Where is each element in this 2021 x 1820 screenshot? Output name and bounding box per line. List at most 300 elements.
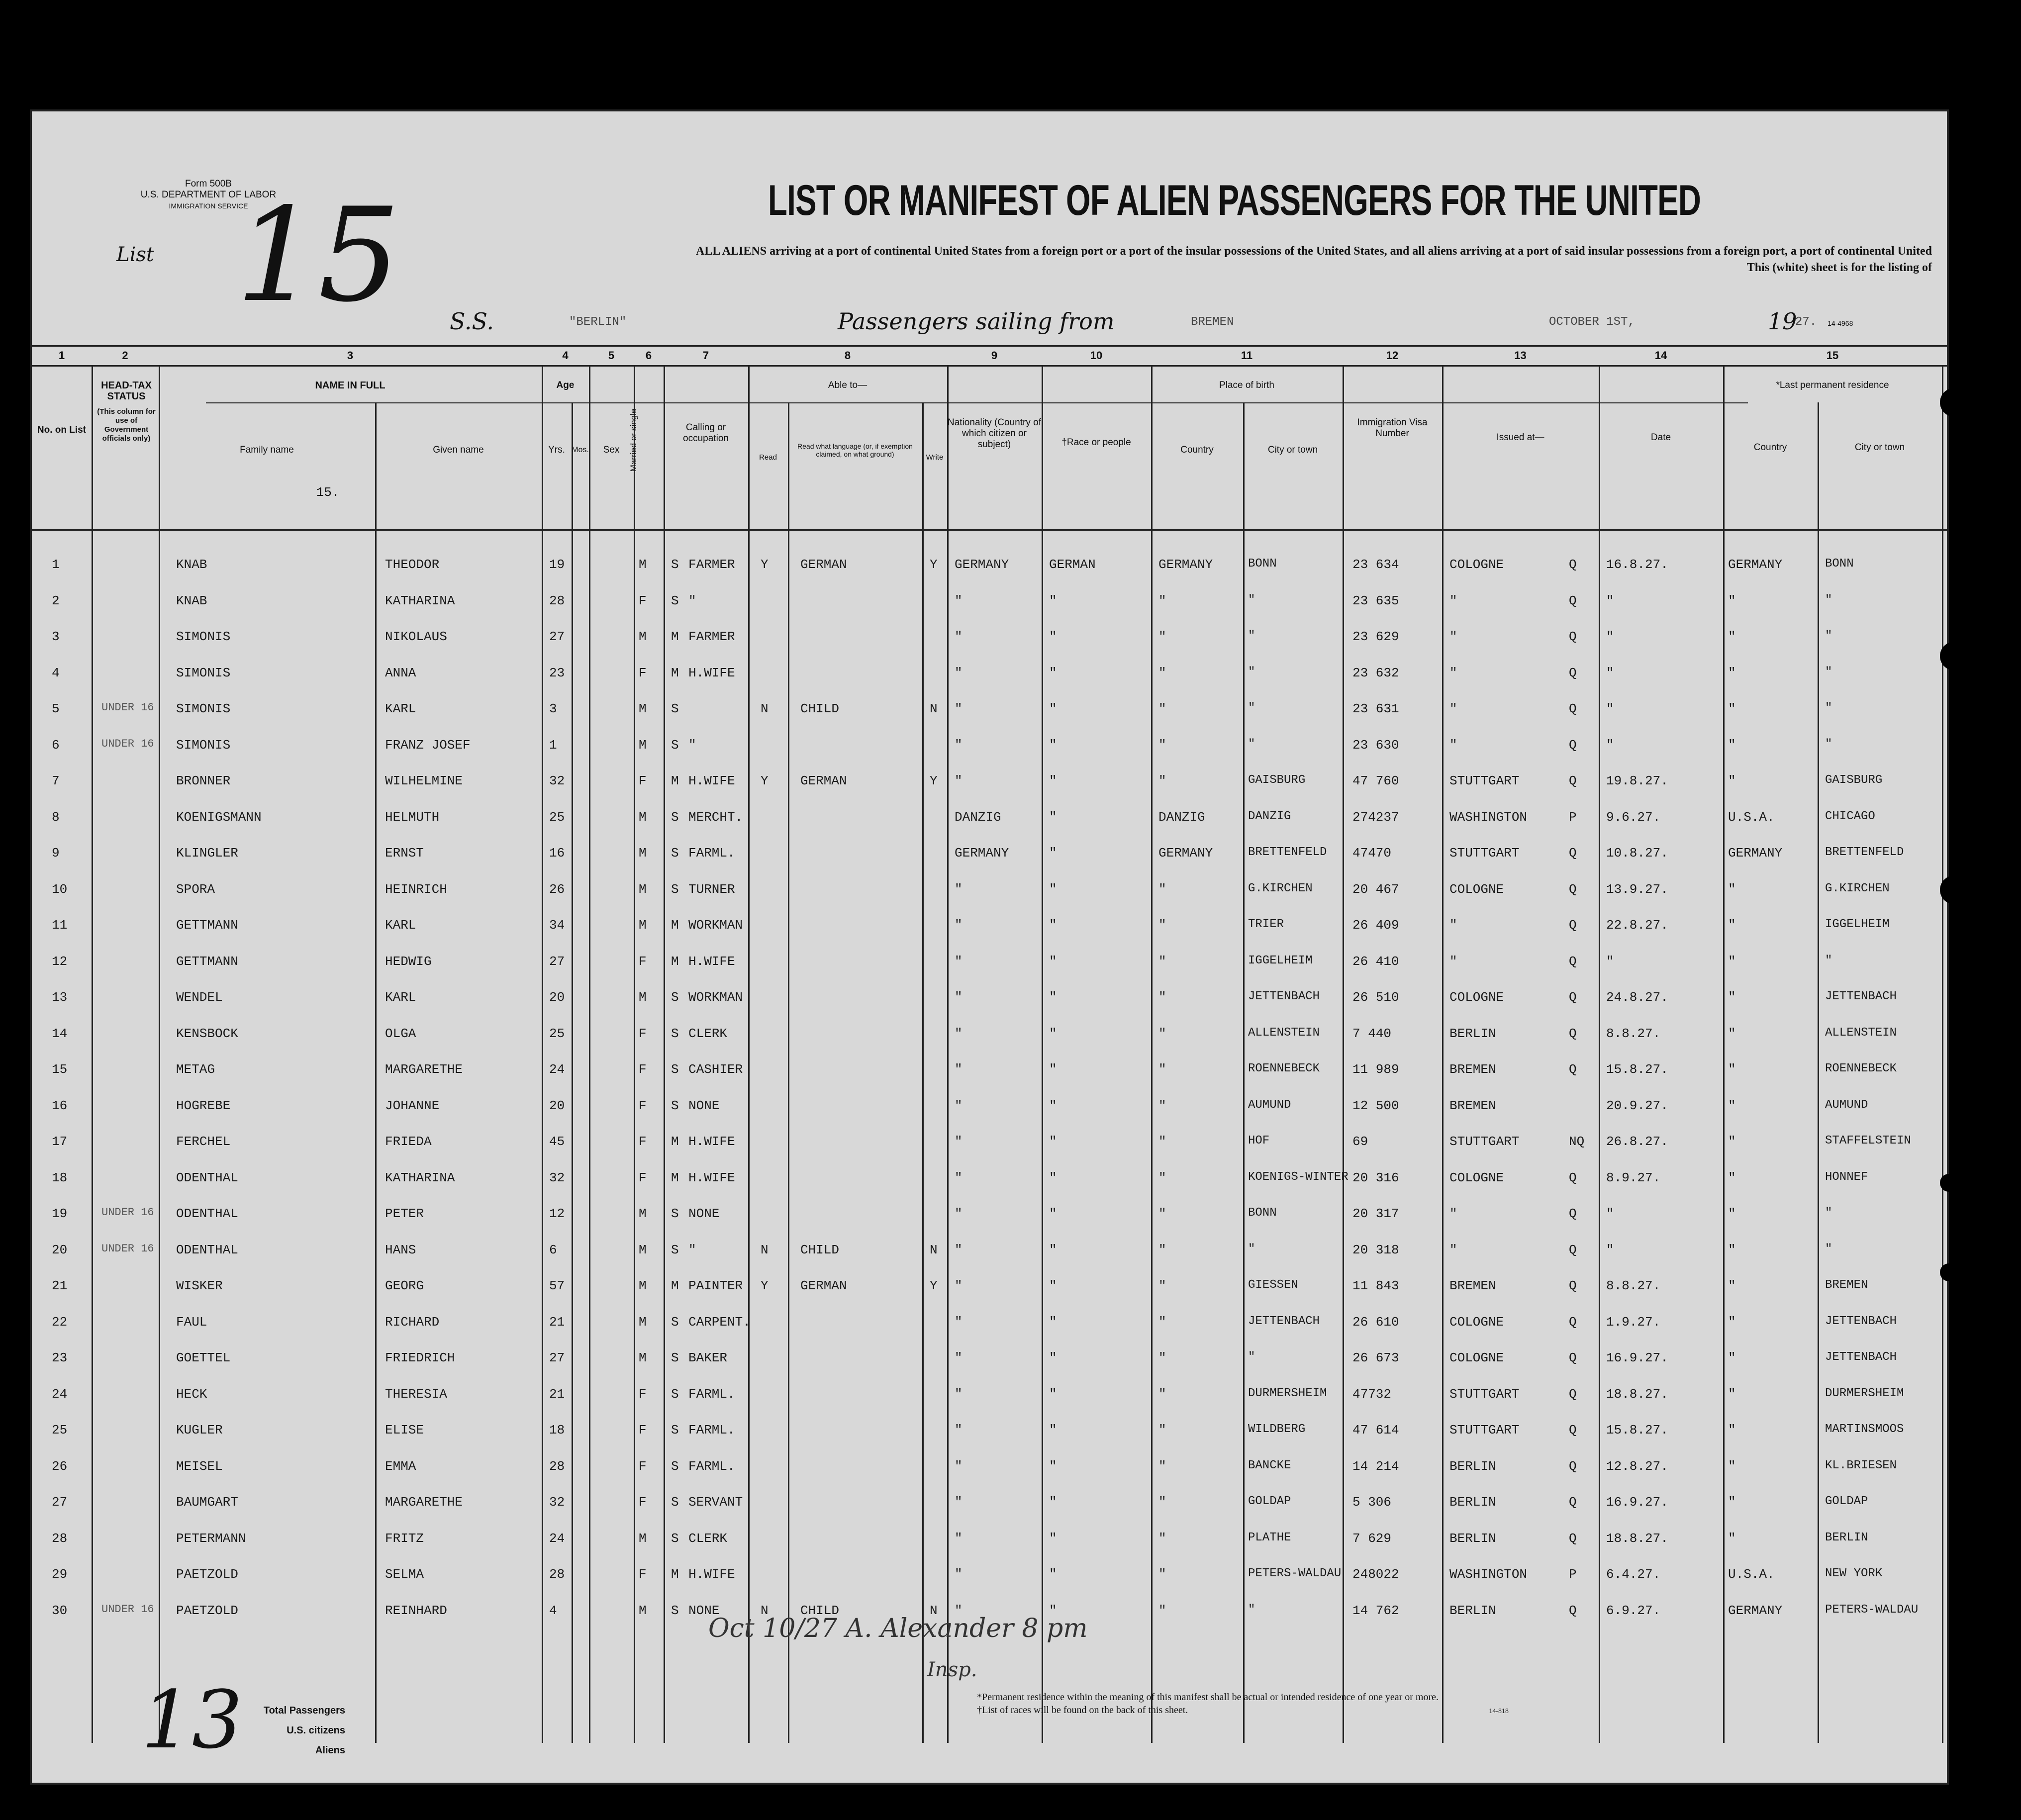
visa-date: " <box>1606 1242 1614 1257</box>
residence-city: " <box>1825 954 1832 967</box>
quota-mark: Q <box>1569 1062 1577 1077</box>
occupation: H.WIFE <box>688 1170 735 1185</box>
sex: F <box>639 954 647 969</box>
issued-at: BERLIN <box>1449 1495 1496 1510</box>
visa-date: 22.8.27. <box>1606 918 1668 933</box>
visa-date: " <box>1606 737 1614 753</box>
birth-country: GERMANY <box>1158 846 1213 861</box>
form-line: U.S. DEPARTMENT OF LABOR <box>140 190 277 200</box>
birth-city: BRETTENFELD <box>1248 846 1327 859</box>
birth-country: " <box>1158 773 1166 788</box>
birth-city: IGGELHEIM <box>1248 954 1313 967</box>
family-name: FERCHEL <box>176 1134 231 1149</box>
birth-country: " <box>1158 1062 1166 1077</box>
family-name: SPORA <box>176 881 215 897</box>
issued-at: BERLIN <box>1449 1603 1496 1618</box>
column-number: 7 <box>702 349 709 362</box>
issued-at: " <box>1449 665 1457 680</box>
family-name: KOENIGSMANN <box>176 809 262 825</box>
passenger-row <box>32 1410 1947 1445</box>
sex: F <box>639 1495 647 1510</box>
birth-city: TRIER <box>1248 918 1284 931</box>
occupation: FARML. <box>688 846 735 861</box>
header-no-on-list: No. on List <box>37 425 87 435</box>
quota-mark: Q <box>1569 665 1577 680</box>
family-name: SIMONIS <box>176 629 231 644</box>
family-name: GOETTEL <box>176 1350 231 1365</box>
row-number: 25 <box>52 1423 68 1437</box>
issued-at: STUTTGART <box>1449 1423 1520 1437</box>
birth-city: ROENNEBECK <box>1248 1062 1320 1075</box>
header-issued-at: Issued at— <box>1496 432 1544 443</box>
sex: M <box>639 990 647 1005</box>
can-read: Y <box>761 773 769 788</box>
given-name: ERNST <box>385 846 424 861</box>
row-number: 17 <box>52 1134 68 1149</box>
residence-city: BONN <box>1825 557 1854 571</box>
residence-country: U.S.A. <box>1728 809 1775 825</box>
birth-city: " <box>1248 737 1255 751</box>
family-name: PAETZOLD <box>176 1603 238 1618</box>
marital-status: S <box>671 1026 679 1041</box>
visa-number: 47 614 <box>1352 1423 1399 1437</box>
sex: F <box>639 773 647 788</box>
family-name: SIMONIS <box>176 665 231 680</box>
sex: M <box>639 1350 647 1365</box>
header-calling: Calling or occupation <box>683 422 729 444</box>
residence-city: JETTENBACH <box>1825 1314 1897 1328</box>
sex: M <box>639 701 647 716</box>
birth-city: " <box>1248 665 1255 679</box>
column-number: 6 <box>645 349 652 362</box>
us-citizens-label: U.S. citizens <box>287 1725 345 1736</box>
race: " <box>1049 1134 1057 1149</box>
visa-date: " <box>1606 629 1614 644</box>
occupation: NONE <box>688 1603 720 1618</box>
age-years: 57 <box>549 1278 565 1293</box>
passenger-row <box>32 1013 1947 1049</box>
race: " <box>1049 1278 1057 1293</box>
race: " <box>1049 1314 1057 1330</box>
visa-date: " <box>1606 593 1614 608</box>
nationality: " <box>955 1134 962 1149</box>
sex: F <box>639 1458 647 1474</box>
nationality: " <box>955 1026 962 1041</box>
age-years: 45 <box>549 1134 565 1149</box>
list-label: List <box>116 243 154 266</box>
visa-number: 14 214 <box>1352 1458 1399 1474</box>
residence-country: " <box>1728 1278 1736 1293</box>
race: GERMAN <box>1049 557 1096 572</box>
quota-mark: Q <box>1569 1386 1577 1402</box>
birth-city: G.KIRCHEN <box>1248 881 1313 895</box>
passenger-row <box>32 580 1947 616</box>
issued-at: " <box>1449 593 1457 608</box>
marital-status: M <box>671 1134 679 1149</box>
sex: M <box>639 846 647 861</box>
visa-date: 6.9.27. <box>1606 1603 1661 1618</box>
column-number: 9 <box>991 349 998 362</box>
passenger-row <box>32 1049 1947 1085</box>
row-number: 19 <box>52 1206 68 1221</box>
age-years: 24 <box>549 1531 565 1546</box>
visa-number: 248022 <box>1352 1567 1399 1582</box>
passenger-row <box>32 1518 1947 1554</box>
row-number: 2 <box>52 593 60 608</box>
passenger-row <box>32 1157 1947 1193</box>
sex: F <box>639 593 647 608</box>
sex: M <box>639 1314 647 1330</box>
header-age-months: Mos. <box>572 446 589 454</box>
issued-at: " <box>1449 1242 1457 1257</box>
occupation: BAKER <box>688 1350 728 1365</box>
column-number: 13 <box>1514 349 1527 362</box>
birth-city: " <box>1248 593 1255 607</box>
age-years: 23 <box>549 665 565 680</box>
residence-city: HONNEF <box>1825 1170 1868 1184</box>
race: " <box>1049 846 1057 861</box>
quota-mark: Q <box>1569 1206 1577 1221</box>
header-birth-country: Country <box>1180 445 1214 455</box>
sex: M <box>639 737 647 753</box>
family-name: KLINGLER <box>176 846 238 861</box>
passenger-row <box>32 1230 1947 1265</box>
family-name: KNAB <box>176 557 207 572</box>
residence-city: DURMERSHEIM <box>1825 1386 1904 1400</box>
nationality: " <box>955 1423 962 1437</box>
birth-city: " <box>1248 629 1255 643</box>
departure-date: OCTOBER 1ST, <box>1549 315 1635 329</box>
can-write: Y <box>930 1278 938 1293</box>
row-number: 12 <box>52 954 68 969</box>
residence-country: " <box>1728 1206 1736 1221</box>
passenger-row <box>32 688 1947 724</box>
family-list-number: 15. <box>316 485 340 500</box>
row-number: 23 <box>52 1350 68 1365</box>
quota-mark: Q <box>1569 1242 1577 1257</box>
nationality: " <box>955 773 962 788</box>
residence-country: " <box>1728 593 1736 608</box>
residence-city: JETTENBACH <box>1825 1350 1897 1364</box>
nationality: " <box>955 1458 962 1474</box>
given-name: WILHELMINE <box>385 773 463 788</box>
visa-number: 47470 <box>1352 846 1392 861</box>
visa-number: 26 410 <box>1352 954 1399 969</box>
residence-city: MARTINSMOOS <box>1825 1423 1904 1436</box>
birth-country: " <box>1158 629 1166 644</box>
nationality: " <box>955 1350 962 1365</box>
visa-date: 20.9.27. <box>1606 1098 1668 1113</box>
issued-at: STUTTGART <box>1449 773 1520 788</box>
family-name: SIMONIS <box>176 737 231 753</box>
given-name: HEINRICH <box>385 881 447 897</box>
residence-city: KL.BRIESEN <box>1825 1458 1897 1472</box>
sex: F <box>639 665 647 680</box>
birth-city: BONN <box>1248 557 1277 571</box>
header-able-to: Able to— <box>828 380 867 390</box>
birth-country: " <box>1158 1567 1166 1582</box>
issued-at: " <box>1449 918 1457 933</box>
row-number: 16 <box>52 1098 68 1113</box>
residence-country: GERMANY <box>1728 1603 1783 1618</box>
given-name: JOHANNE <box>385 1098 440 1113</box>
race: " <box>1049 1206 1057 1221</box>
nationality: " <box>955 737 962 753</box>
can-read: N <box>761 1603 769 1618</box>
residence-city: AUMUND <box>1825 1098 1868 1112</box>
marital-status: M <box>671 1170 679 1185</box>
occupation: FARML. <box>688 1458 735 1474</box>
nationality: " <box>955 1567 962 1582</box>
visa-date: " <box>1606 665 1614 680</box>
visa-date: 10.8.27. <box>1606 846 1668 861</box>
birth-country: " <box>1158 1458 1166 1474</box>
row-number: 3 <box>52 629 60 644</box>
column-number: 10 <box>1090 349 1103 362</box>
birth-country: " <box>1158 1386 1166 1402</box>
quota-mark: Q <box>1569 1458 1577 1474</box>
residence-city: IGGELHEIM <box>1825 918 1890 931</box>
family-name: SIMONIS <box>176 701 231 716</box>
can-read: Y <box>761 1278 769 1293</box>
marital-status: S <box>671 1495 679 1510</box>
age-years: 1 <box>549 737 557 753</box>
visa-number: 69 <box>1352 1134 1368 1149</box>
birth-country: " <box>1158 1170 1166 1185</box>
year-prefix: 19 <box>1768 308 1797 335</box>
head-tax-status: UNDER 16 <box>101 737 154 750</box>
row-number: 1 <box>52 557 60 572</box>
race: " <box>1049 1458 1057 1474</box>
issued-at: BERLIN <box>1449 1458 1496 1474</box>
header-visa: Immigration Visa Number <box>1357 417 1428 439</box>
residence-city: " <box>1825 1206 1832 1220</box>
visa-number: 47732 <box>1352 1386 1392 1402</box>
quota-mark: Q <box>1569 1423 1577 1437</box>
age-years: 27 <box>549 1350 565 1365</box>
occupation: CASHIER <box>688 1062 743 1077</box>
age-years: 27 <box>549 629 565 644</box>
nationality: GERMANY <box>955 557 1009 572</box>
passenger-row <box>32 1482 1947 1518</box>
manifest-table <box>32 345 1947 1743</box>
passenger-row <box>32 869 1947 905</box>
race: " <box>1049 1098 1057 1113</box>
read-language: CHILD <box>800 1242 840 1257</box>
column-number: 12 <box>1386 349 1399 362</box>
occupation: H.WIFE <box>688 954 735 969</box>
row-number: 20 <box>52 1242 68 1257</box>
visa-date: 19.8.27. <box>1606 773 1668 788</box>
birth-city: DANZIG <box>1248 809 1291 823</box>
visa-number: 26 610 <box>1352 1314 1399 1330</box>
residence-city: GAISBURG <box>1825 773 1883 787</box>
visa-date: 9.6.27. <box>1606 809 1661 825</box>
sex: F <box>639 1026 647 1041</box>
issued-at: WASHINGTON <box>1449 809 1528 825</box>
occupation: H.WIFE <box>688 665 735 680</box>
row-number: 14 <box>52 1026 68 1041</box>
residence-country: " <box>1728 1062 1736 1077</box>
birth-city: JETTENBACH <box>1248 1314 1320 1328</box>
ship-name: "BERLIN" <box>569 315 627 329</box>
age-years: 25 <box>549 1026 565 1041</box>
header-head-tax-note: (This column for use of Government officials only) <box>97 407 156 443</box>
quota-mark: Q <box>1569 1531 1577 1546</box>
birth-city: JETTENBACH <box>1248 990 1320 1003</box>
birth-country: " <box>1158 1206 1166 1221</box>
header-read: Read <box>759 453 777 462</box>
issued-at: COLOGNE <box>1449 1350 1504 1365</box>
visa-number: 23 634 <box>1352 557 1399 572</box>
birth-city: HOF <box>1248 1134 1270 1148</box>
nationality: " <box>955 701 962 716</box>
race: " <box>1049 1531 1057 1546</box>
visa-date: 16.9.27. <box>1606 1350 1668 1365</box>
occupation: CLERK <box>688 1531 728 1546</box>
header-nationality: Nationality (Country of which citizen or subject) <box>948 417 1041 450</box>
footnote-residence: *Permanent residence within the meaning of this manifest shall be actual or intended residence of one year or more. <box>977 1692 1439 1703</box>
age-years: 21 <box>549 1386 565 1402</box>
occupation: PAINTER <box>688 1278 743 1293</box>
race: " <box>1049 881 1057 897</box>
nationality: " <box>955 1603 962 1618</box>
nationality: DANZIG <box>955 809 1001 825</box>
passenger-row <box>32 1121 1947 1157</box>
passenger-row <box>32 1446 1947 1482</box>
age-years: 25 <box>549 809 565 825</box>
occupation: FARMER <box>688 557 735 572</box>
visa-number: 7 440 <box>1352 1026 1392 1041</box>
occupation: H.WIFE <box>688 1567 735 1582</box>
row-number: 29 <box>52 1567 68 1582</box>
residence-city: " <box>1825 629 1832 643</box>
residence-city: G.KIRCHEN <box>1825 881 1890 895</box>
age-years: 26 <box>549 881 565 897</box>
issued-at: " <box>1449 629 1457 644</box>
residence-country: " <box>1728 1495 1736 1510</box>
birth-country: " <box>1158 1242 1166 1257</box>
visa-date: 1.9.27. <box>1606 1314 1661 1330</box>
passenger-row <box>32 616 1947 652</box>
race: " <box>1049 1350 1057 1365</box>
residence-country: GERMANY <box>1728 846 1783 861</box>
birth-country: " <box>1158 1495 1166 1510</box>
passenger-row <box>32 725 1947 761</box>
age-years: 21 <box>549 1314 565 1330</box>
passenger-row <box>32 544 1947 580</box>
marital-status: S <box>671 846 679 861</box>
passenger-row <box>32 833 1947 868</box>
family-name: KENSBOCK <box>176 1026 238 1041</box>
year-suffix: 27. <box>1795 315 1817 329</box>
instruction-line: ALL ALIENS arriving at a port of continental United States from a foreign port or a port of the insular possessions of the United States, and all aliens arriving at a port of said insular possessions from a foreign port, a port of continental United <box>696 245 1932 258</box>
occupation: FARMER <box>688 629 735 644</box>
marital-status: M <box>671 629 679 644</box>
residence-city: " <box>1825 665 1832 679</box>
nationality: " <box>955 1531 962 1546</box>
marital-status: M <box>671 918 679 933</box>
family-name: GETTMANN <box>176 954 238 969</box>
row-number: 28 <box>52 1531 68 1546</box>
race: " <box>1049 1242 1057 1257</box>
header-age: Age <box>556 380 575 390</box>
birth-city: BANCKE <box>1248 1458 1291 1472</box>
visa-number: 12 500 <box>1352 1098 1399 1113</box>
nationality: " <box>955 881 962 897</box>
issued-at: BREMEN <box>1449 1278 1496 1293</box>
nationality: " <box>955 1314 962 1330</box>
header-res-city: City or town <box>1854 442 1905 453</box>
residence-city: BERLIN <box>1825 1531 1868 1544</box>
issued-at: COLOGNE <box>1449 1314 1504 1330</box>
manifest-sheet <box>30 109 1949 1785</box>
residence-country: " <box>1728 1170 1736 1185</box>
age-years: 6 <box>549 1242 557 1257</box>
visa-number: 11 989 <box>1352 1062 1399 1077</box>
instructions <box>440 243 1932 276</box>
nationality: " <box>955 1278 962 1293</box>
given-name: ANNA <box>385 665 416 680</box>
punch-hole <box>1940 388 1969 417</box>
occupation: FARML. <box>688 1386 735 1402</box>
issued-at: STUTTGART <box>1449 1386 1520 1402</box>
birth-country: DANZIG <box>1158 809 1205 825</box>
family-name: BAUMGART <box>176 1495 238 1510</box>
visa-date: 13.9.27. <box>1606 881 1668 897</box>
birth-country: " <box>1158 1350 1166 1365</box>
family-name: MEISEL <box>176 1458 223 1474</box>
residence-city: ROENNEBECK <box>1825 1062 1897 1075</box>
family-name: FAUL <box>176 1314 207 1330</box>
family-name: ODENTHAL <box>176 1206 238 1221</box>
birth-country: " <box>1158 1423 1166 1437</box>
sex: M <box>639 557 647 572</box>
race: " <box>1049 809 1057 825</box>
residence-country: " <box>1728 1098 1736 1113</box>
read-language: CHILD <box>800 701 840 716</box>
header-place-of-birth: Place of birth <box>1219 380 1274 390</box>
nationality: " <box>955 1170 962 1185</box>
punch-hole <box>1940 1174 1958 1192</box>
sex: M <box>639 918 647 933</box>
footnote-races: †List of races will be found on the back of this sheet. 14-818 <box>977 1705 1509 1716</box>
nationality: " <box>955 1242 962 1257</box>
passenger-row <box>32 1302 1947 1338</box>
race: " <box>1049 593 1057 608</box>
passenger-row <box>32 1554 1947 1590</box>
occupation: SERVANT <box>688 1495 743 1510</box>
birth-city: PETERS-WALDAU <box>1248 1567 1342 1580</box>
manifest-title: LIST OR MANIFEST OF ALIEN PASSENGERS FOR THE UNITED <box>768 177 1701 224</box>
marital-status: S <box>671 593 679 608</box>
race: " <box>1049 665 1057 680</box>
birth-city: " <box>1248 1603 1255 1617</box>
header-sex: Sex <box>603 445 620 455</box>
marital-status: M <box>671 1567 679 1582</box>
head-tax-status: UNDER 16 <box>101 1242 154 1255</box>
visa-number: 20 467 <box>1352 881 1399 897</box>
family-name: HOGREBE <box>176 1098 231 1113</box>
age-years: 20 <box>549 1098 565 1113</box>
given-name: EMMA <box>385 1458 416 1474</box>
family-name: METAG <box>176 1062 215 1077</box>
totals-labels <box>171 1701 345 1760</box>
marital-status: S <box>671 1531 679 1546</box>
form-code: 14-4968 <box>1828 319 1853 327</box>
quota-mark: Q <box>1569 954 1577 969</box>
age-years: 32 <box>549 1495 565 1510</box>
